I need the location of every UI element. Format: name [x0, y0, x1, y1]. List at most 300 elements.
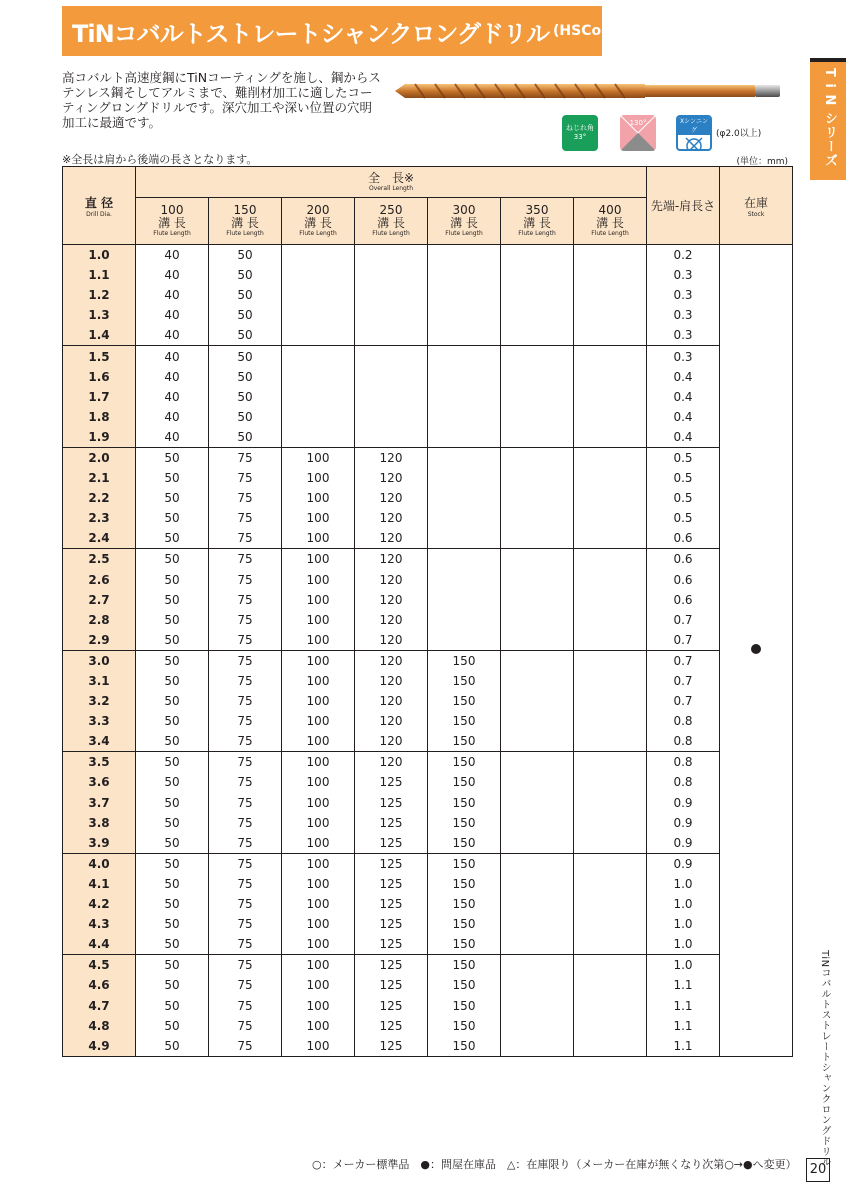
tip-length-cell: 0.3	[647, 325, 720, 346]
flute-length-cell	[574, 488, 647, 508]
tip-length-cell: 1.0	[647, 914, 720, 934]
table-row	[63, 549, 793, 570]
drill-spec-table	[62, 166, 793, 1057]
flute-length-cell: 120	[355, 590, 428, 610]
flute-length-cell	[574, 671, 647, 691]
flute-length-cell	[574, 427, 647, 448]
flute-length-en: Flute Length	[226, 230, 264, 237]
drill-diameter: 1.1	[63, 265, 136, 285]
flute-length-label: 溝 長	[304, 216, 332, 230]
flute-length-cell: 100	[282, 508, 355, 528]
flute-length-cell	[501, 853, 574, 874]
drill-diameter: 2.1	[63, 468, 136, 488]
flute-length-cell	[428, 245, 501, 266]
flute-length-cell: 150	[428, 833, 501, 854]
flute-length-cell	[428, 367, 501, 387]
flute-length-cell: 125	[355, 894, 428, 914]
x-thinning-label: Xシンニング	[678, 117, 710, 135]
flute-length-cell: 125	[355, 955, 428, 976]
flute-length-cell: 120	[355, 549, 428, 570]
flute-length-cell: 120	[355, 468, 428, 488]
flute-length-cell: 100	[282, 1016, 355, 1036]
flute-length-cell	[574, 468, 647, 488]
drill-diameter: 2.0	[63, 447, 136, 468]
flute-length-cell	[501, 731, 574, 752]
flute-length-cell: 50	[136, 650, 209, 671]
table-row	[63, 934, 793, 955]
flute-length-cell	[574, 610, 647, 630]
flute-length-cell: 125	[355, 1016, 428, 1036]
tip-length-cell: 0.7	[647, 671, 720, 691]
flute-length-cell: 75	[209, 610, 282, 630]
flute-length-cell	[574, 853, 647, 874]
flute-length-cell: 120	[355, 447, 428, 468]
flute-length-cell: 120	[355, 528, 428, 549]
drill-diameter: 4.4	[63, 934, 136, 955]
tip-length-cell: 1.0	[647, 934, 720, 955]
flute-length-cell: 150	[428, 711, 501, 731]
drill-diameter: 4.2	[63, 894, 136, 914]
flute-length-cell	[574, 346, 647, 367]
flute-length-cell: 50	[136, 894, 209, 914]
tip-length-cell: 1.1	[647, 1036, 720, 1057]
flute-length-cell	[501, 772, 574, 792]
flute-length-cell: 100	[282, 731, 355, 752]
flute-length-cell: 50	[136, 793, 209, 813]
flute-length-cell: 150	[428, 1036, 501, 1057]
flute-length-cell	[501, 570, 574, 590]
flute-length-cell	[501, 285, 574, 305]
flute-length-cell	[501, 387, 574, 407]
table-row	[63, 650, 793, 671]
flute-length-cell: 100	[282, 975, 355, 995]
drill-diameter: 1.2	[63, 285, 136, 305]
drill-diameter: 1.8	[63, 407, 136, 427]
flute-length-cell: 75	[209, 853, 282, 874]
flute-length-cell	[574, 833, 647, 854]
drill-diameter: 1.3	[63, 305, 136, 325]
flute-length-cell	[501, 1036, 574, 1057]
flute-length-cell: 120	[355, 731, 428, 752]
flute-length-cell	[501, 894, 574, 914]
table-row	[63, 387, 793, 407]
flute-length-cell: 40	[136, 325, 209, 346]
table-row	[63, 407, 793, 427]
flute-length-cell	[355, 346, 428, 367]
overall-length-note: ※全長は肩から後端の長さとなります。	[62, 153, 258, 166]
flute-length-cell	[501, 427, 574, 448]
flute-length-cell: 40	[136, 407, 209, 427]
flute-length-cell: 50	[136, 610, 209, 630]
flute-length-cell: 100	[282, 793, 355, 813]
tip-length-cell: 0.5	[647, 488, 720, 508]
flute-length-cell: 150	[428, 894, 501, 914]
helix-angle-value: 33°	[573, 133, 587, 141]
flute-length-label: 溝 長	[158, 216, 186, 230]
flute-length-cell	[501, 1016, 574, 1036]
flute-length-cell	[574, 590, 647, 610]
flute-length-cell: 100	[282, 468, 355, 488]
drill-diameter: 3.7	[63, 793, 136, 813]
length-header-300	[428, 198, 501, 245]
flute-length-cell	[501, 528, 574, 549]
flute-length-cell: 50	[136, 1016, 209, 1036]
flute-length-cell: 100	[282, 934, 355, 955]
flute-length-cell: 75	[209, 711, 282, 731]
tip-length-cell: 0.5	[647, 508, 720, 528]
flute-length-cell	[501, 813, 574, 833]
flute-length-cell: 75	[209, 772, 282, 792]
flute-length-cell	[282, 325, 355, 346]
flute-length-cell: 120	[355, 630, 428, 651]
flute-length-cell: 150	[428, 813, 501, 833]
flute-length-cell: 100	[282, 691, 355, 711]
flute-length-cell: 75	[209, 549, 282, 570]
flute-length-cell: 120	[355, 508, 428, 528]
flute-length-cell: 75	[209, 508, 282, 528]
flute-length-cell: 100	[282, 630, 355, 651]
flute-length-en: Flute Length	[518, 230, 556, 237]
table-row	[63, 995, 793, 1015]
flute-length-cell	[501, 305, 574, 325]
flute-length-cell	[574, 711, 647, 731]
drill-diameter: 4.1	[63, 874, 136, 894]
flute-length-cell: 50	[136, 813, 209, 833]
flute-length-cell: 100	[282, 590, 355, 610]
overall-length-header	[136, 167, 647, 198]
flute-length-cell: 40	[136, 367, 209, 387]
tip-length-cell: 0.6	[647, 570, 720, 590]
flute-length-cell: 100	[282, 752, 355, 773]
flute-length-cell: 75	[209, 731, 282, 752]
drill-diameter: 4.6	[63, 975, 136, 995]
flute-length-cell: 50	[136, 447, 209, 468]
flute-length-cell: 50	[209, 387, 282, 407]
flute-length-cell: 100	[282, 772, 355, 792]
table-row	[63, 894, 793, 914]
table-row	[63, 1036, 793, 1057]
flute-length-cell	[574, 630, 647, 651]
flute-length-cell: 50	[136, 934, 209, 955]
tip-length-cell: 0.9	[647, 833, 720, 854]
flute-length-cell: 100	[282, 549, 355, 570]
flute-length-cell: 150	[428, 853, 501, 874]
flute-length-cell	[501, 447, 574, 468]
table-row	[63, 265, 793, 285]
flute-length-cell: 150	[428, 934, 501, 955]
drill-diameter: 2.4	[63, 528, 136, 549]
flute-length-cell: 50	[136, 488, 209, 508]
tip-length-cell: 0.9	[647, 793, 720, 813]
overall-length-value: 100	[160, 203, 184, 217]
flute-length-cell: 75	[209, 630, 282, 651]
flute-length-cell: 50	[136, 995, 209, 1015]
product-description: 高コバルト高速度鋼にTiNコーティングを施し、鋼からステンレス鋼そしてアルミまで、難削材加工に適したコーティングロングドリルです。深穴加工や深い位置の穴明加工に最適です。	[62, 70, 381, 130]
flute-length-cell	[501, 508, 574, 528]
flute-length-cell: 150	[428, 874, 501, 894]
tip-length-cell: 1.1	[647, 975, 720, 995]
flute-length-cell	[428, 528, 501, 549]
flute-length-cell: 40	[136, 265, 209, 285]
tip-length-cell: 0.2	[647, 245, 720, 266]
stock-header-en: Stock	[747, 210, 765, 218]
table-row	[63, 528, 793, 549]
flute-length-cell	[282, 427, 355, 448]
table-row	[63, 590, 793, 610]
flute-length-cell	[355, 367, 428, 387]
tip-length-header: 先端-肩長さ	[647, 167, 720, 245]
page-number: 20	[806, 1158, 830, 1182]
flute-length-cell	[574, 731, 647, 752]
flute-length-cell: 50	[136, 772, 209, 792]
dia-header-en: Drill Dia.	[86, 210, 112, 218]
flute-length-cell: 75	[209, 488, 282, 508]
flute-length-cell	[428, 325, 501, 346]
tip-length-cell: 0.8	[647, 711, 720, 731]
flute-length-cell: 50	[136, 914, 209, 934]
flute-length-cell	[355, 325, 428, 346]
flute-length-cell	[282, 387, 355, 407]
flute-length-cell	[501, 711, 574, 731]
table-row	[63, 853, 793, 874]
title-banner	[62, 6, 608, 56]
flute-length-cell: 125	[355, 853, 428, 874]
flute-length-cell	[355, 265, 428, 285]
flute-length-cell: 120	[355, 650, 428, 671]
flute-length-cell: 100	[282, 833, 355, 854]
table-row	[63, 731, 793, 752]
tip-length-cell: 0.8	[647, 731, 720, 752]
flute-length-cell: 150	[428, 914, 501, 934]
flute-length-cell	[501, 650, 574, 671]
stock-header	[720, 167, 793, 245]
flute-length-cell: 40	[136, 305, 209, 325]
flute-length-cell	[428, 630, 501, 651]
flute-length-cell: 75	[209, 894, 282, 914]
flute-length-cell: 100	[282, 894, 355, 914]
flute-length-cell	[574, 691, 647, 711]
tip-length-cell: 0.8	[647, 752, 720, 773]
unit-note: (単位：mm)	[736, 157, 788, 167]
flute-length-cell: 50	[136, 874, 209, 894]
drill-diameter: 1.0	[63, 245, 136, 266]
flute-length-cell: 50	[209, 265, 282, 285]
drill-diameter: 3.6	[63, 772, 136, 792]
flute-length-cell: 125	[355, 874, 428, 894]
flute-length-cell: 50	[136, 671, 209, 691]
tip-length-cell: 0.3	[647, 265, 720, 285]
flute-length-cell: 50	[136, 975, 209, 995]
flute-length-cell	[282, 367, 355, 387]
flute-length-cell: 120	[355, 671, 428, 691]
flute-length-cell: 125	[355, 772, 428, 792]
flute-length-cell: 75	[209, 590, 282, 610]
flute-length-cell	[501, 752, 574, 773]
flute-length-cell: 100	[282, 1036, 355, 1057]
page-title-suffix: (HSCo)	[553, 23, 608, 39]
flute-length-cell: 75	[209, 833, 282, 854]
flute-length-cell	[574, 549, 647, 570]
table-row	[63, 427, 793, 448]
overall-length-value: 200	[306, 203, 330, 217]
flute-length-cell: 120	[355, 570, 428, 590]
flute-length-cell	[574, 934, 647, 955]
tip-length-cell: 1.0	[647, 894, 720, 914]
flute-length-cell	[574, 772, 647, 792]
flute-length-cell	[428, 407, 501, 427]
flute-length-cell: 100	[282, 711, 355, 731]
flute-length-cell	[428, 590, 501, 610]
flute-length-cell	[428, 488, 501, 508]
flute-length-cell	[574, 265, 647, 285]
flute-length-cell: 75	[209, 1016, 282, 1036]
drill-diameter: 3.3	[63, 711, 136, 731]
drill-diameter: 1.5	[63, 346, 136, 367]
flute-length-cell: 100	[282, 610, 355, 630]
drill-diameter: 3.9	[63, 833, 136, 854]
flute-length-cell	[355, 427, 428, 448]
flute-length-cell: 125	[355, 914, 428, 934]
overall-length-value: 150	[233, 203, 257, 217]
flute-length-cell: 50	[136, 853, 209, 874]
flute-length-cell: 100	[282, 853, 355, 874]
table-row	[63, 691, 793, 711]
flute-length-cell: 50	[136, 955, 209, 976]
flute-length-cell	[574, 874, 647, 894]
table-row	[63, 914, 793, 934]
drill-diameter: 1.7	[63, 387, 136, 407]
flute-length-cell: 75	[209, 995, 282, 1015]
flute-length-cell: 100	[282, 874, 355, 894]
drill-diameter: 2.5	[63, 549, 136, 570]
tip-length-cell: 0.6	[647, 549, 720, 570]
flute-length-cell	[501, 325, 574, 346]
table-row	[63, 1016, 793, 1036]
flute-length-cell	[574, 528, 647, 549]
flute-length-cell: 150	[428, 1016, 501, 1036]
flute-length-cell	[574, 1016, 647, 1036]
flute-length-cell: 40	[136, 285, 209, 305]
drill-diameter: 2.2	[63, 488, 136, 508]
stock-dot-icon	[751, 644, 761, 654]
drill-diameter: 3.2	[63, 691, 136, 711]
stock-header-label: 在庫	[743, 195, 768, 210]
table-row	[63, 610, 793, 630]
flute-length-cell	[428, 570, 501, 590]
flute-length-cell: 150	[428, 772, 501, 792]
flute-length-cell: 120	[355, 610, 428, 630]
table-row	[63, 711, 793, 731]
flute-length-cell	[428, 468, 501, 488]
flute-length-cell: 50	[209, 325, 282, 346]
flute-length-cell: 50	[209, 245, 282, 266]
tip-length-cell: 0.3	[647, 285, 720, 305]
flute-length-cell	[574, 245, 647, 266]
table-row	[63, 570, 793, 590]
drill-diameter: 2.6	[63, 570, 136, 590]
tip-length-cell: 0.3	[647, 305, 720, 325]
flute-length-cell: 50	[209, 346, 282, 367]
flute-length-cell: 100	[282, 671, 355, 691]
flute-length-cell: 75	[209, 691, 282, 711]
overall-length-value: 350	[525, 203, 549, 217]
flute-length-cell	[501, 691, 574, 711]
table-row	[63, 975, 793, 995]
tip-length-cell: 0.9	[647, 813, 720, 833]
drill-diameter: 1.9	[63, 427, 136, 448]
flute-length-cell: 50	[136, 711, 209, 731]
table-row	[63, 752, 793, 773]
overall-length-value: 250	[379, 203, 403, 217]
flute-length-cell	[282, 245, 355, 266]
flute-length-cell: 100	[282, 488, 355, 508]
flute-length-cell	[282, 346, 355, 367]
flute-length-cell: 120	[355, 752, 428, 773]
drill-diameter: 2.9	[63, 630, 136, 651]
tip-length-cell: 0.3	[647, 346, 720, 367]
flute-length-cell	[574, 305, 647, 325]
flute-length-cell: 100	[282, 813, 355, 833]
flute-length-cell	[501, 995, 574, 1015]
flute-length-cell: 120	[355, 691, 428, 711]
flute-length-label: 溝 長	[450, 216, 478, 230]
drill-diameter: 3.5	[63, 752, 136, 773]
flute-length-label: 溝 長	[523, 216, 551, 230]
flute-length-cell: 50	[136, 549, 209, 570]
drill-diameter: 4.9	[63, 1036, 136, 1057]
flute-length-cell	[282, 265, 355, 285]
flute-length-cell: 50	[136, 1036, 209, 1057]
drill-diameter: 3.0	[63, 650, 136, 671]
drill-illustration-icon	[395, 80, 780, 102]
table-row	[63, 508, 793, 528]
drill-diameter: 4.7	[63, 995, 136, 1015]
table-row	[63, 488, 793, 508]
flute-length-cell	[574, 1036, 647, 1057]
drill-diameter: 4.0	[63, 853, 136, 874]
flute-length-cell: 100	[282, 650, 355, 671]
flute-length-cell	[428, 427, 501, 448]
flute-length-cell: 50	[209, 367, 282, 387]
flute-length-cell	[355, 407, 428, 427]
flute-length-cell: 125	[355, 833, 428, 854]
tip-length-cell: 0.5	[647, 447, 720, 468]
flute-length-cell: 50	[136, 752, 209, 773]
flute-length-cell: 40	[136, 245, 209, 266]
x-thinning-note: (φ2.0以上)	[716, 129, 762, 139]
flute-length-cell: 75	[209, 914, 282, 934]
flute-length-cell	[574, 914, 647, 934]
length-header-200	[282, 198, 355, 245]
length-header-250	[355, 198, 428, 245]
flute-length-cell: 75	[209, 1036, 282, 1057]
flute-length-cell: 50	[136, 570, 209, 590]
table-row	[63, 793, 793, 813]
point-angle-icon	[620, 115, 656, 151]
table-row	[63, 630, 793, 651]
flute-length-cell	[574, 508, 647, 528]
flute-length-cell	[428, 285, 501, 305]
flute-length-cell	[428, 265, 501, 285]
table-row	[63, 833, 793, 854]
flute-length-cell: 40	[136, 387, 209, 407]
flute-length-cell: 150	[428, 995, 501, 1015]
flute-length-cell: 100	[282, 995, 355, 1015]
flute-length-cell	[282, 285, 355, 305]
flute-length-cell	[574, 793, 647, 813]
flute-length-cell: 50	[136, 468, 209, 488]
flute-length-cell	[501, 671, 574, 691]
